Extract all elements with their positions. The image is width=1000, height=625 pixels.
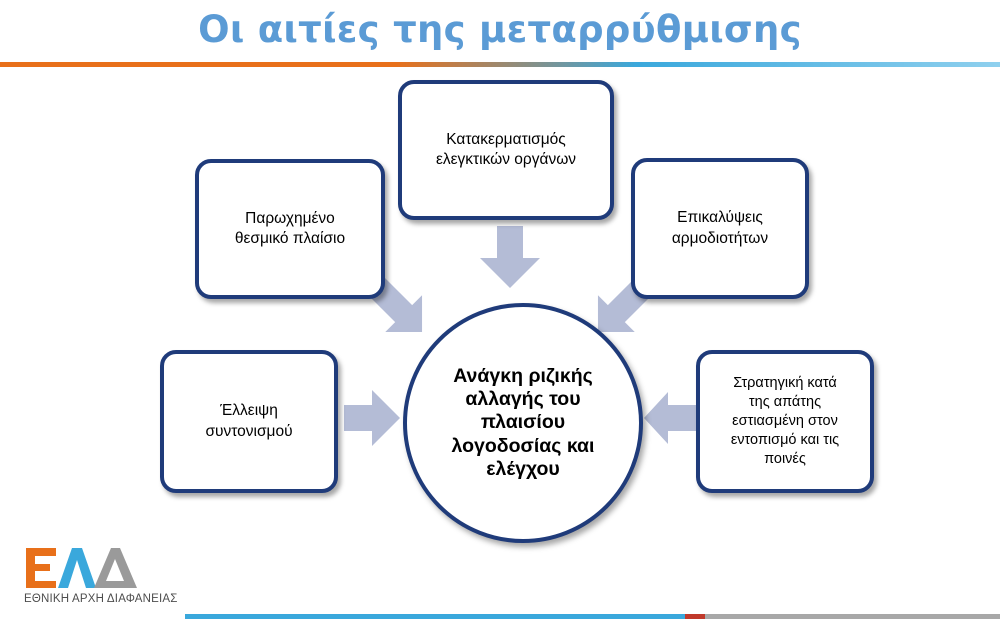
box-upper-left-line-2: θεσμικό πλαίσιο [234,230,346,247]
center-circle [403,303,643,543]
bottom-divider-red [685,614,705,619]
box-left-line-1: Έλλειψη [220,402,278,420]
arrow-top [480,226,540,288]
box-right-line-2: της απάτης [748,394,822,411]
arrow-right [644,392,696,444]
box-outdated-framework [195,159,385,299]
slide-title: Οι αιτίες της μεταρρύθμισης [198,8,802,51]
box-top-line-1: Κατακερματισμός [446,130,566,148]
center-text: Ανάγκη ριζικής αλλαγής του πλαισίου λογοδοσίας και ελέγχου [451,364,595,481]
box-right-line-4: εντοπισμό και τις [730,431,840,448]
box-right-line-1: Στρατηγική κατά [733,375,837,392]
arrow-left [344,390,400,446]
box-lack-of-coordination [160,350,338,493]
bottom-divider-gray [705,614,1000,619]
box-overlapping-competences [631,158,809,299]
bottom-divider-blue [185,614,685,619]
box-top-fragmentation [398,80,614,220]
box-left-line-2: συντονισμού [205,422,293,440]
box-upper-right-line-1: Επικαλύψεις [677,209,763,227]
logo-caption: ΕΘΝΙΚΗ ΑΡΧΗ ΔΙΑΦΑΝΕΙΑΣ [24,593,178,605]
box-right-line-5: ποινές [764,450,806,467]
box-upper-right-line-2: αρμοδιοτήτων [671,229,769,247]
box-top-line-2: ελεγκτικών οργάνων [435,151,577,168]
box-anti-fraud-strategy [696,350,874,493]
box-right-line-3: εστιασμένη στον [732,413,838,430]
box-upper-left-line-1: Παρωχημένο [245,209,335,227]
